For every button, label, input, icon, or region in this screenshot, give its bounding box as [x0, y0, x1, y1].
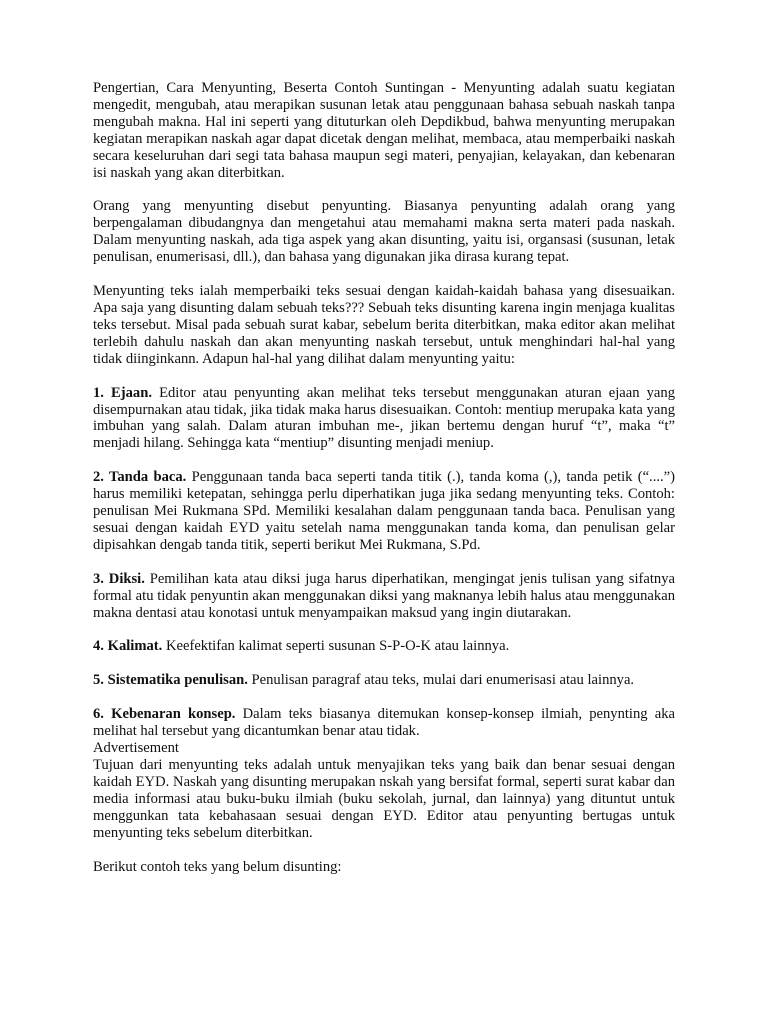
paragraph-penyunting: Orang yang menyunting disebut penyunting. Biasanya penyunting adalah orang yang berpengalaman dibudangnya dan mengetahui atau memahami makna serta materi pada naskah. Dalam menyunting naskah, ada tiga aspek yang akan disunting, yaitu isi, organsasi (susunan, letak penulisan, enumerisasi, dll.), dan bahasa yang digunakan jika dirasa kurang tepat.: [93, 198, 675, 266]
list-item-text: Penulisan paragraf atau teks, mulai dari enumerisasi atau lainnya.: [247, 672, 635, 689]
list-item-heading: 1. Ejaan.: [93, 384, 152, 401]
paragraph-menyunting-teks: Menyunting teks ialah memperbaiki teks sesuai dengan kaidah-kaidah bahasa yang disesuaikan. Apa saja yang disunting dalam sebuah teks??? Sebuah teks disunting karena ingin menjaga kualitas teks tersebut. Misal pada sebuah surat kabar, sebelum berita diterbitkan, maka editor akan melihat terlebih dahulu naskah dan akan menyunting naskah tersebut, untuk menghindari hal-hal yang tidak diinginkann. Adapun hal-hal yang dilihat dalam menyunting yaitu:: [93, 283, 675, 367]
list-item-text: Penggunaan tanda baca seperti tanda titik (.), tanda koma (,), tanda petik (“....”) harus memiliki ketepatan, sehingga perlu diperhatikan juga jika sedang menyunting teks. Contoh: penulisan Mei Rukmana SPd. Memiliki kesalahan dalam penggunaan tanda baca. Penulisan yang sesuai dengan kaidah EYD yaitu setelah nama menggunakan tanda koma, dan penulisan gelar dipisahkan dengab tanda titik, seperti berikut Mei Rukmana, S.Pd.: [93, 469, 675, 553]
list-item-ejaan: [93, 385, 675, 453]
list-item-tanda-baca: [93, 469, 675, 554]
paragraph-tujuan: Tujuan dari menyunting teks adalah untuk menyajikan teks yang baik dan benar sesuai dengan kaidah EYD. Naskah yang disunting merupakan nskah yang bersifat formal, seperti surat kabar dan media informasi atau buku-buku ilmiah (buku sekolah, jurnal, dan lainnya) yang dituntut untuk menggunkan tata kebahasaan sesuai dengan EYD. Editor atau penyunting bertugas untuk menyunting teks sebelum diterbitkan.: [93, 757, 675, 841]
list-item-sistematika: [93, 672, 675, 689]
list-item-heading: 3. Diksi.: [93, 570, 145, 587]
list-item-kalimat: [93, 638, 675, 655]
list-item-heading: 2. Tanda baca.: [93, 469, 187, 486]
list-item-heading: 5. Sistematika penulisan.: [93, 672, 248, 689]
closing-line: Berikut contoh teks yang belum disunting:: [93, 858, 342, 875]
list-item-heading: 4. Kalimat.: [93, 638, 163, 655]
list-item-heading: 6. Kebenaran konsep.: [93, 706, 236, 723]
list-item-text: Editor atau penyunting akan melihat teks tersebut menggunakan aturan ejaan yang disempurnakan atau tidak, jika tidak maka harus disesuaikan. Contoh: mentiup merupaka kata yang imbuhan yang salah. Dalam aturan imbuhan me-, jikan bertemu dengan huruf “t”, maka “t” menjadi hilang. Sehingga kata “mentiup” disunting menjadi meniup.: [93, 384, 675, 452]
list-item-kebenaran-konsep: [93, 706, 675, 740]
list-item-text: Dalam teks biasanya ditemukan konsep-konsep ilmiah, penynting aka melihat hal tersebut yang dicantumkan benar atau tidak.: [93, 706, 675, 740]
list-item-text: Keefektifan kalimat seperti susunan S-P-O-K atau lainnya.: [162, 638, 510, 655]
advertisement-label: Advertisement: [93, 740, 179, 757]
intro-paragraph: Pengertian, Cara Menyunting, Beserta Contoh Suntingan - Menyunting adalah suatu kegiatan mengedit, mengubah, atau merapikan susunan letak atau penggunaan bahasa sebuah naskah tanpa mengubah makna. Hal ini seperti yang dituturkan oleh Depdikbud, bahwa menyunting merupakan kegiatan merapikan naskah agar dapat dicetak dengan melihat, membaca, atau memperbaiki naskah secara keseluruhan dari segi tata bahasa maupun segi materi, penyajian, kelayakan, dan kebenaran isi naskah yang akan diterbitkan.: [93, 80, 675, 181]
list-item-text: Pemilihan kata atau diksi juga harus diperhatikan, mengingat jenis tulisan yang sifatnya formal atu tidak penyuntin akan menggunakan diksi yang maknanya lebih halus atau menggunakan makna dentasi atau konotasi untuk menyampaikan maksud yang ingin diutarakan.: [93, 570, 675, 621]
list-item-diksi: [93, 571, 675, 622]
